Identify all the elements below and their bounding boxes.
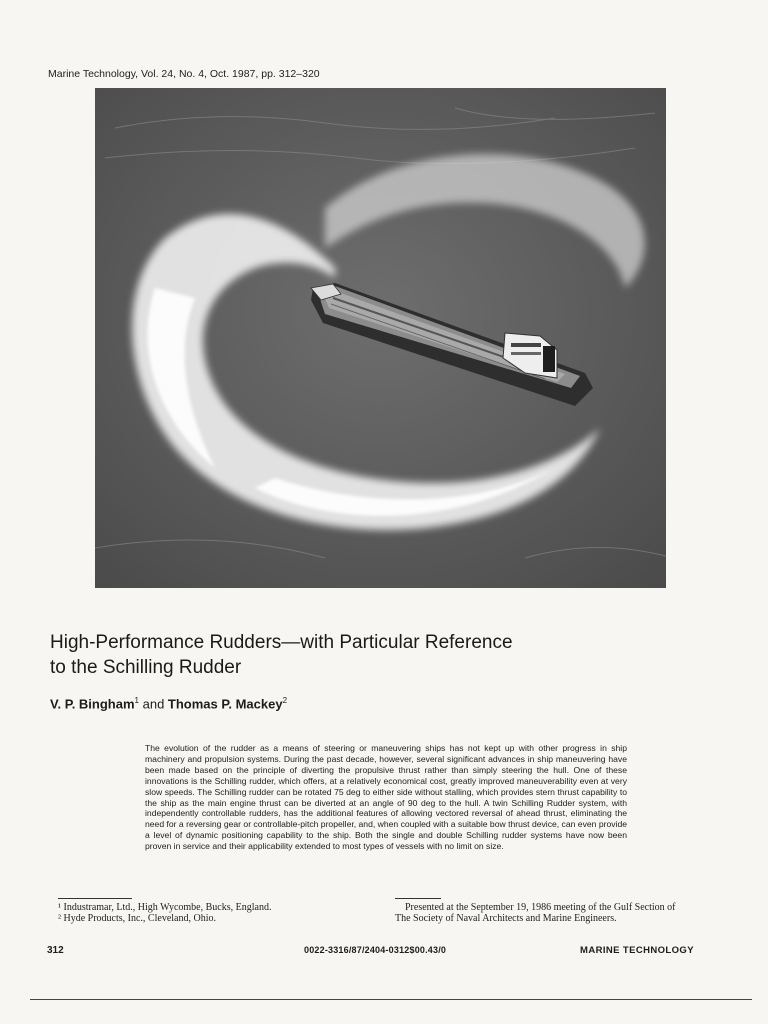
ship-turning-photo-icon: [95, 88, 666, 588]
title-line-1: High-Performance Rudders—with Particular Reference: [50, 632, 513, 653]
journal-name-footer: MARINE TECHNOLOGY: [580, 945, 694, 956]
article-code: 0022-3316/87/2404-0312$00.43/0: [304, 945, 447, 955]
author-conjunction: and: [139, 696, 168, 712]
page-bottom-rule: [30, 999, 752, 1000]
author-affiliations: [58, 902, 271, 924]
author-2-footnote-mark: 2: [282, 696, 288, 705]
footnote-divider-left: [58, 898, 132, 899]
footnote-divider-right: [395, 898, 441, 899]
page-number: 312: [47, 945, 64, 956]
presentation-note-line-1: Presented at the September 19, 1986 meeting of the Gulf Section of: [405, 902, 676, 913]
author-2: Thomas P. Mackey: [167, 696, 283, 712]
title-line-2: to the Schilling Rudder: [50, 657, 242, 678]
presentation-note: [395, 902, 735, 924]
author-1: V. P. Bingham: [50, 696, 135, 712]
ship-photo: [95, 88, 666, 588]
journal-citation: Marine Technology, Vol. 24, No. 4, Oct. 1987, pp. 312–320: [48, 68, 320, 80]
article-title: [50, 630, 690, 680]
author-line: [50, 696, 287, 711]
footnote-1: ¹ Industramar, Ltd., High Wycombe, Bucks, England.: [58, 902, 272, 913]
presentation-note-line-2: The Society of Naval Architects and Marine Engineers.: [395, 913, 617, 924]
author-1-footnote-mark: 1: [134, 696, 139, 705]
abstract: The evolution of the rudder as a means of steering or maneuvering ships has not kept up with other progress in ship machinery and propulsion systems. During the past decade, however, several significant advances in ship maneuvering have been made based on the principle of diverting the propulsive thrust rather than simply steering the hull. One of these innovations is the Schilling rudder, which offers, at a relatively economical cost, greatly improved maneuverability even at very slow speeds. The Schilling rudder can be rotated 75 deg to either side without stalling, which provides stern thrust capability to the ship as the main engine thrust can be diverted at an angle of 90 deg to the hull. A twin Schilling Rudder system, with independently controllable rudders, has the additional features of allowing vectored reversal of ahead thrust, eliminating the need for a reversing gear or controllable-pitch propeller, and, when coupled with a suitable bow thrust device, can even provide a level of dynamic positioning capability to the ship. Both the single and double Schilling rudder systems have now been proven in service and their applicability extended to most types of vessels with no limit on size.: [145, 743, 628, 852]
footnote-2: ² Hyde Products, Inc., Cleveland, Ohio.: [58, 913, 216, 924]
